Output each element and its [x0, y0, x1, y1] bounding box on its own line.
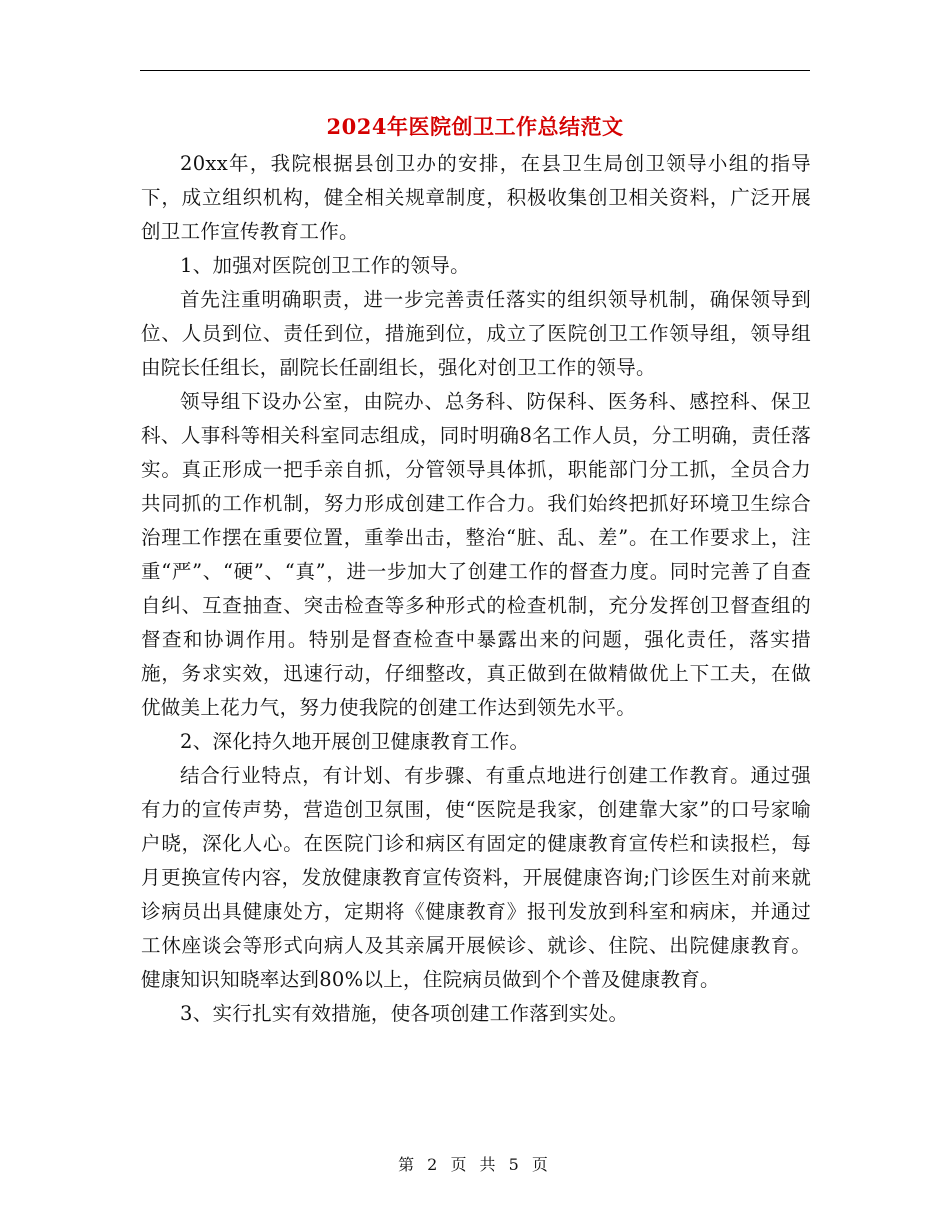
document-title: 2024年医院创卫工作总结范文: [326, 114, 624, 139]
body-paragraph: 首先注重明确职责，进一步完善责任落实的组织领导机制，确保领导到位、人员到位、责任到位，措施到位，成立了医院创卫工作领导组，领导组由院长任组长，副院长任副组长，强化对创卫工作的领导。: [141, 288, 811, 379]
body-paragraph: 结合行业特点，有计划、有步骤、有重点地进行创建工作教育。通过强有力的宣传声势，营造创卫氛围，使“医院是我家，创建靠大家”的口号家喻户晓，深化人心。在医院门诊和病区有固定的健康教育宣传栏和读报栏，每月更换宣传内容，发放健康教育宣传资料，开展健康咨询;门诊医生对前来就诊病员出具健康处方，定期将《健康教育》报刊发放到科室和病床，并通过工休座谈会等形式向病人及其亲属开展候诊、就诊、住院、出院健康教育。健康知识知晓率达到80%以上，住院病员做到个个普及健康教育。: [141, 764, 811, 991]
section-heading-3: 3、实行扎实有效措施，使各项创建工作落到实处。: [180, 1002, 629, 1025]
section-heading-2: 2、深化持久地开展创卫健康教育工作。: [180, 730, 530, 753]
body-paragraph: 领导组下设办公室，由院办、总务科、防保科、医务科、感控科、保卫科、人事科等相关科室同志组成，同时明确8名工作人员，分工明确，责任落实。真正形成一把手亲自抓，分管领导具体抓，职能部门分工抓，全员合力共同抓的工作机制，努力形成创建工作合力。我们始终把抓好环境卫生综合治理工作摆在重要位置，重拳出击，整治“脏、乱、差”。在工作要求上，注重“严”、“硬”、“真”，进一步加大了创建工作的督查力度。同时完善了自查自纠、互查抽查、突击检查等多种形式的检查机制，充分发挥创卫督查组的督查和协调作用。特别是督查检查中暴露出来的问题，强化责任，落实措施，务求实效，迅速行动，仔细整改，真正做到在做精做优上下工夫，在做优做美上花力气，努力使我院的创建工作达到领先水平。: [141, 390, 811, 719]
intro-paragraph: 20xx年，我院根据县创卫办的安排，在县卫生局创卫领导小组的指导下，成立组织机构，健全相关规章制度，积极收集创卫相关资料，广泛开展创卫工作宣传教育工作。: [141, 152, 811, 243]
document-body: [141, 147, 811, 1031]
page-number: 第 2 页 共 5 页: [398, 1155, 552, 1174]
section-heading-1: 1、加强对医院创卫工作的领导。: [180, 254, 470, 277]
header-rule: [140, 70, 810, 71]
